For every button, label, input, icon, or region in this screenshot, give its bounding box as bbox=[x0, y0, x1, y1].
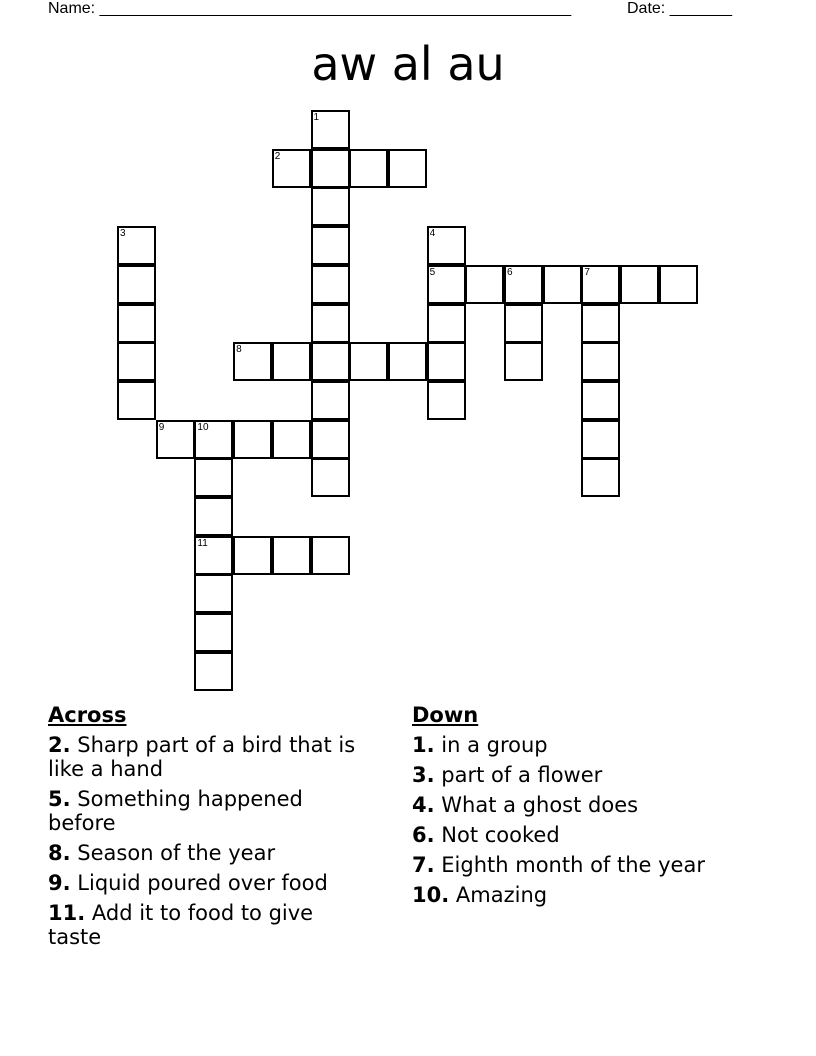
clue-text: Eighth month of the year bbox=[441, 853, 705, 877]
grid-cell[interactable] bbox=[581, 342, 620, 381]
grid-cell[interactable] bbox=[233, 536, 272, 575]
clue-number: 3. bbox=[412, 763, 435, 787]
down-clue bbox=[412, 793, 772, 817]
grid-cell[interactable] bbox=[349, 342, 388, 381]
cell-number: 11 bbox=[197, 537, 208, 549]
grid-cell[interactable] bbox=[194, 613, 233, 652]
grid-cell[interactable] bbox=[233, 342, 272, 381]
cell-number: 9 bbox=[158, 421, 165, 433]
grid-cell[interactable] bbox=[427, 381, 466, 420]
cell-number: 1 bbox=[313, 112, 320, 123]
grid-cell[interactable] bbox=[427, 265, 466, 304]
grid-cell[interactable] bbox=[194, 497, 233, 536]
grid-cell[interactable] bbox=[311, 420, 350, 459]
grid-cell[interactable] bbox=[581, 265, 620, 304]
grid-cell[interactable] bbox=[272, 420, 311, 459]
grid-cell[interactable] bbox=[388, 149, 427, 188]
cell-number: 6 bbox=[507, 266, 513, 278]
grid-cell[interactable] bbox=[311, 226, 350, 265]
grid-cell[interactable] bbox=[465, 265, 504, 304]
grid-cell[interactable] bbox=[581, 304, 620, 343]
down-heading: Down bbox=[412, 703, 479, 727]
clue-text: What a ghost does bbox=[441, 793, 639, 817]
clue-number: 8. bbox=[48, 841, 71, 865]
clue-text: Liquid poured over food bbox=[77, 871, 328, 895]
across-clue bbox=[48, 871, 368, 895]
across-clue bbox=[48, 901, 368, 949]
grid-cell[interactable] bbox=[194, 652, 233, 691]
grid-cell[interactable] bbox=[504, 304, 543, 343]
name-field-label: Name: _____________________________________________________ bbox=[48, 0, 572, 17]
grid-cell[interactable] bbox=[427, 342, 466, 381]
grid-cell[interactable] bbox=[311, 187, 350, 226]
grid-cell[interactable] bbox=[581, 458, 620, 497]
clue-text: Something happened before bbox=[48, 787, 303, 835]
grid-cell[interactable] bbox=[194, 536, 233, 575]
clue-number: 2. bbox=[48, 733, 71, 757]
grid-cell[interactable] bbox=[117, 304, 156, 343]
clue-text: Not cooked bbox=[441, 823, 560, 847]
grid-cell[interactable] bbox=[543, 265, 582, 304]
grid-cell[interactable] bbox=[427, 304, 466, 343]
clue-number: 4. bbox=[412, 793, 435, 817]
across-heading: Across bbox=[48, 703, 127, 727]
grid-cell[interactable] bbox=[504, 265, 543, 304]
cell-number: 10 bbox=[197, 421, 209, 433]
clue-text: in a group bbox=[441, 733, 548, 757]
down-clue bbox=[412, 883, 772, 907]
grid-cell[interactable] bbox=[117, 265, 156, 304]
grid-cell[interactable] bbox=[156, 420, 195, 459]
clue-number: 10. bbox=[412, 883, 450, 907]
down-clue bbox=[412, 823, 772, 847]
clue-text: Season of the year bbox=[77, 841, 276, 865]
down-clue bbox=[412, 733, 772, 757]
grid-cell[interactable] bbox=[311, 265, 350, 304]
clue-text: Amazing bbox=[455, 883, 548, 907]
clue-number: 1. bbox=[412, 733, 435, 757]
clue-number: 5. bbox=[48, 787, 71, 811]
clue-number: 9. bbox=[48, 871, 71, 895]
grid-cell[interactable] bbox=[311, 149, 350, 188]
page-title: aw al au bbox=[311, 37, 505, 91]
down-clue bbox=[412, 763, 772, 787]
grid-cell[interactable] bbox=[194, 420, 233, 459]
clue-text: part of a flower bbox=[441, 763, 603, 787]
clue-number: 11. bbox=[48, 901, 86, 925]
cell-number: 8 bbox=[236, 344, 242, 356]
grid-cell[interactable] bbox=[311, 458, 350, 497]
cell-number: 3 bbox=[120, 228, 126, 240]
across-clues bbox=[48, 703, 368, 955]
grid-cell[interactable] bbox=[194, 574, 233, 613]
across-clue bbox=[48, 733, 368, 781]
clue-text: Add it to food to give taste bbox=[48, 901, 314, 949]
date-field-label: Date: _______ bbox=[627, 0, 732, 17]
clue-text: Sharp part of a bird that is like a hand bbox=[48, 733, 356, 781]
grid-cell[interactable] bbox=[272, 342, 311, 381]
grid-cell[interactable] bbox=[311, 110, 350, 149]
grid-cell[interactable] bbox=[272, 536, 311, 575]
grid-cell[interactable] bbox=[117, 226, 156, 265]
grid-cell[interactable] bbox=[311, 304, 350, 343]
grid-cell[interactable] bbox=[272, 149, 311, 188]
grid-cell[interactable] bbox=[620, 265, 659, 304]
grid-cell[interactable] bbox=[504, 342, 543, 381]
grid-cell[interactable] bbox=[311, 342, 350, 381]
across-clue bbox=[48, 841, 368, 865]
grid-cell[interactable] bbox=[581, 420, 620, 459]
down-clue bbox=[412, 853, 772, 877]
cell-number: 7 bbox=[584, 266, 590, 278]
grid-cell[interactable] bbox=[659, 265, 698, 304]
grid-cell[interactable] bbox=[349, 149, 388, 188]
cell-number: 5 bbox=[429, 266, 436, 278]
grid-cell[interactable] bbox=[388, 342, 427, 381]
grid-cell[interactable] bbox=[427, 226, 466, 265]
across-clue bbox=[48, 787, 368, 835]
grid-cell[interactable] bbox=[311, 381, 350, 420]
grid-cell[interactable] bbox=[117, 342, 156, 381]
clue-number: 6. bbox=[412, 823, 435, 847]
cell-number: 2 bbox=[274, 150, 281, 162]
clue-number: 7. bbox=[412, 853, 435, 877]
grid-cell[interactable] bbox=[117, 381, 156, 420]
cell-number: 4 bbox=[429, 228, 436, 240]
grid-cell[interactable] bbox=[581, 381, 620, 420]
grid-cell[interactable] bbox=[233, 420, 272, 459]
grid-cell[interactable] bbox=[194, 458, 233, 497]
down-clues bbox=[412, 703, 772, 913]
grid-cell[interactable] bbox=[311, 536, 350, 575]
